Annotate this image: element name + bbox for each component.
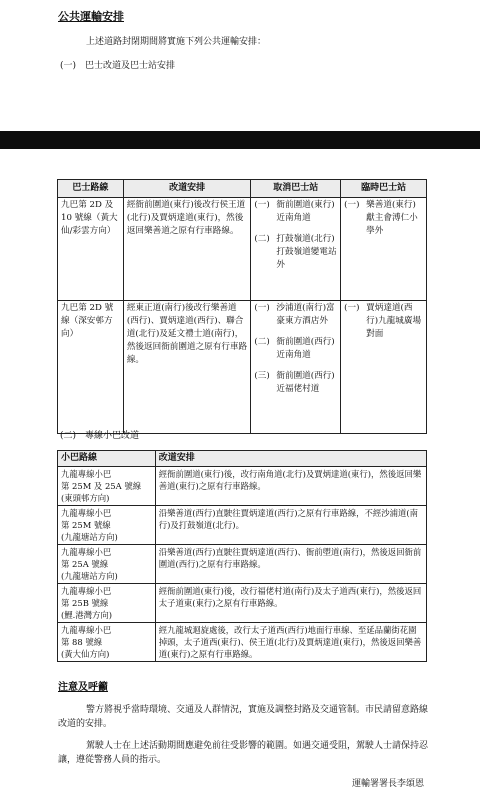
- notice-paragraph-2: 駕駛人士在上述活動期間應避免前往受影響的範圍。如遇交通受阻，駕駛人士請保持忍讓，遵從警務人員的指示。: [58, 741, 429, 765]
- bus-diversion-table: [57, 179, 427, 434]
- notice-paragraph-1: 警方將視乎當時環境、交通及人群情況，實施及調整封路及交通管制。市民請留意路線改道的安排。: [58, 705, 429, 729]
- minibus-route-cell: 九龍專線小巴 第 25M 及 25A 號線 (東頭邨方向): [58, 467, 156, 506]
- minibus-diversion-cell: 沿樂善道(西行)直駛往賈炳達道(西行)、衙前塱道(南行)，然後返回衙前圍道(西行)之原有行車路線。: [155, 545, 426, 584]
- list-item: (一) 衙前圍道(東行)近南角道: [254, 200, 335, 223]
- minibus-diversion-cell: 沿樂善道(西行)直駛往賈炳達道(西行)之原有行車路線，不經沙浦道(南行)及打鼓嶺道(北行)。: [155, 506, 426, 545]
- cancelled-stops-cell: [251, 301, 341, 434]
- header-diversion: 改道安排: [123, 180, 251, 198]
- header-bus-route: 巴士路線: [58, 180, 124, 198]
- table-row: [58, 467, 427, 506]
- minibus-route-cell: 九龍專線小巴 第 25A 號線 (九龍塘站方向): [58, 545, 156, 584]
- table-row: [58, 506, 427, 545]
- cancelled-stops-cell: [251, 198, 341, 301]
- list-item: (三) 衙前圍道(西行)近福佬村道: [254, 371, 335, 394]
- minibus-diversion-cell: 經九龍城迴旋處後，改行太子道西(西行)地面行車線、至延品蘭街花園掉頭，太子道西(東行)、侯王道(北行)及賈炳達道(東行)，然後返回樂善道(東行)之原有行車路線。: [155, 623, 426, 662]
- heading-notice: 注意及呼籲: [58, 682, 108, 693]
- temporary-stops-cell: [341, 301, 427, 434]
- header-cancelled-stops: 取消巴士站: [251, 180, 341, 198]
- list-item: (二) 打鼓嶺道(北行)打鼓嶺道變電站外: [254, 234, 337, 270]
- minibus-route-cell: 九龍專線小巴 第 25B 號線 (鯉.港灣方向): [58, 584, 156, 623]
- header-minibus-diversion: 改道安排: [155, 451, 426, 467]
- minibus-diversion-cell: 經衙前圍道(東行)後，改行福佬村道(南行)及太子道西(東行)，然後返回太子道東(東行)之原有行車路線。: [155, 584, 426, 623]
- temporary-stops-cell: [341, 198, 427, 301]
- minibus-route-cell: 九龍專線小巴 第 88 號線 (黃大仙方向): [58, 623, 156, 662]
- table-row: [58, 545, 427, 584]
- table-row: [58, 301, 427, 434]
- minibus-diversion-cell: 經衙前圍道(東行)後，改行南角道(北行)及賈炳達道(東行)，然後返回樂善道(東行)之原有行車路線。: [155, 467, 426, 506]
- diversion-cell: 經東正道(南行)後改行樂善道(西行)、賈炳達道(西行)、聯合道(北行)及延文禮士道(南行)，然後返回衙前圍道之原有行車路線。: [123, 301, 251, 434]
- list-item: (一) 賈炳達道(西行)九龍城廣場對面: [344, 303, 422, 339]
- header-minibus-route: 小巴路線: [58, 451, 156, 467]
- table-row: [58, 584, 427, 623]
- intro-text: 上述道路封閉期間將實施下列公共運輸安排：: [86, 37, 267, 47]
- table-row: [58, 623, 427, 662]
- signature: 運輸署署長李頌恩: [352, 779, 425, 789]
- list-item: (二) 衙前圍道(西行)近南角道: [254, 337, 335, 360]
- section1-title: (一) 巴士改道及巴士站安排: [60, 61, 176, 71]
- minibus-diversion-table: [57, 450, 427, 662]
- bus-route-cell: 九巴第 2D 及 10 號線（黃大仙/彩雲方向）: [58, 198, 124, 301]
- bus-route-cell: 九巴第 2D 號線（深安邨方向）: [58, 301, 124, 434]
- table-row: [58, 198, 427, 301]
- heading-public-transport: 公共運輸安排: [58, 10, 124, 23]
- section2-title: (二) 專線小巴改道: [60, 431, 140, 441]
- list-item: (一) 沙浦道(南行)富豪東方酒店外: [254, 303, 335, 326]
- header-temporary-stops: 臨時巴士站: [341, 180, 427, 198]
- list-item: (一) 樂善道(東行)獻主會溥仁小學外: [344, 200, 418, 236]
- minibus-route-cell: 九龍專線小巴 第 25M 號線 (九龍塘站方向): [58, 506, 156, 545]
- black-band: [0, 131, 480, 149]
- diversion-cell: 經衙前圍道(東行)後改行侯王道(北行)及賈炳達道(東行)，然後返回樂善道之原有行車路線。: [123, 198, 251, 301]
